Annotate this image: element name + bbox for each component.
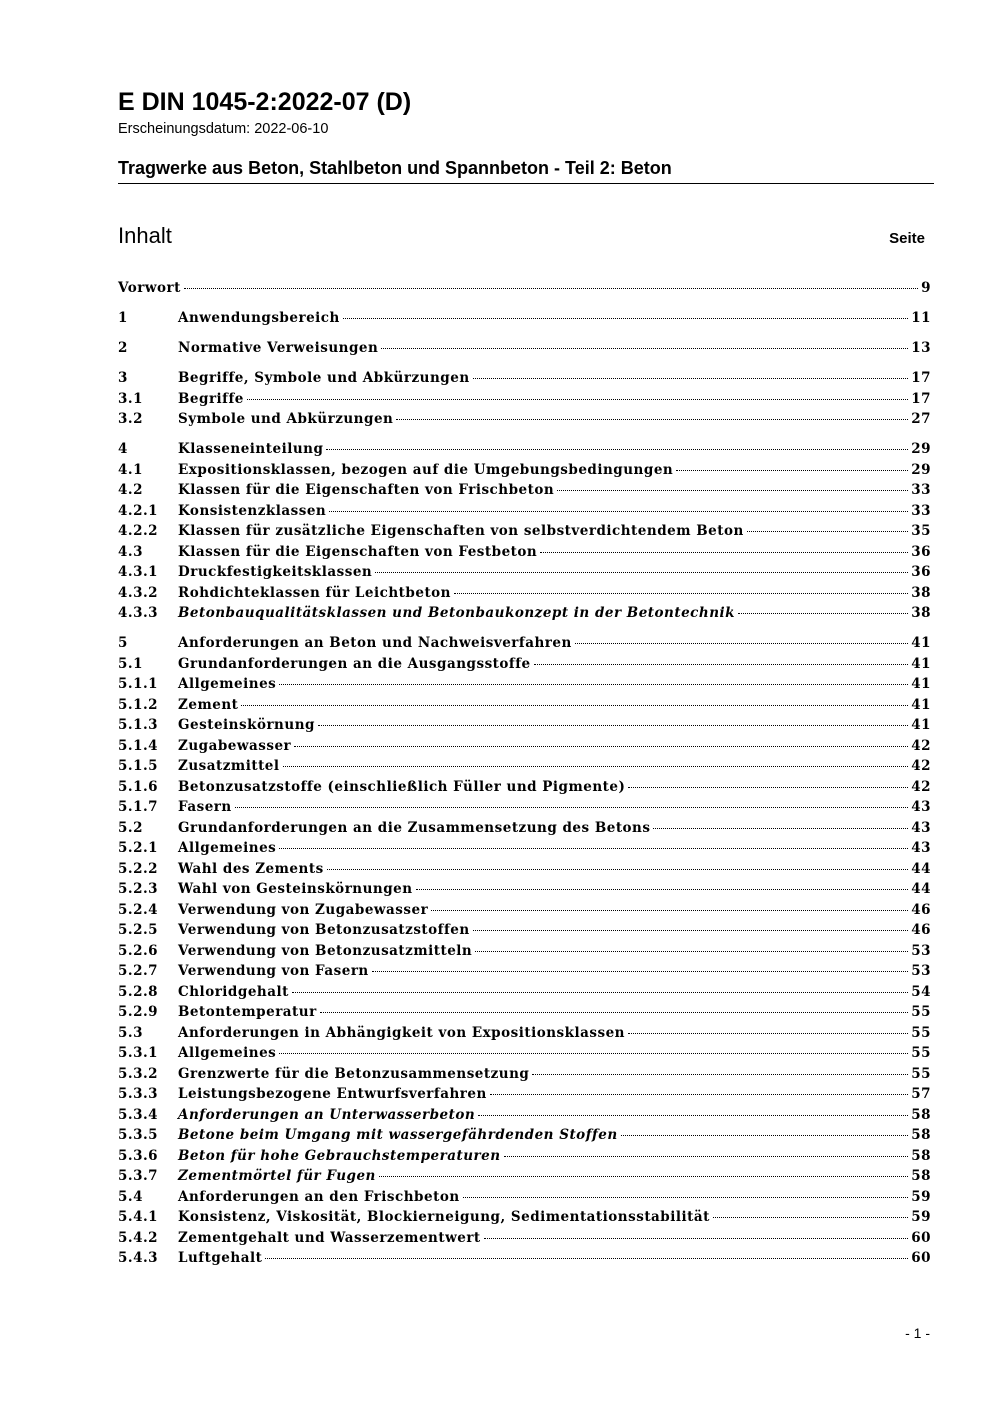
toc-entry-page: 35 <box>911 523 931 540</box>
toc-entry-page: 58 <box>911 1147 931 1164</box>
toc-entry-title: Betonbauqualitätsklassen und Betonbaukonzept in der Betontechnik <box>178 605 735 622</box>
toc-entry[interactable] <box>118 1086 931 1107</box>
toc-entry[interactable] <box>118 717 931 738</box>
toc-entry-page: 53 <box>911 942 931 959</box>
toc-entry-title: Luftgehalt <box>178 1250 263 1267</box>
toc-entry-title: Allgemeines <box>178 676 277 693</box>
toc-entry[interactable] <box>118 1066 931 1087</box>
toc-entry-number: 4.3.2 <box>118 584 159 601</box>
toc-entry-title: Klassen für die Eigenschaften von Festbeton <box>178 543 538 560</box>
toc-dot-leader <box>381 348 908 349</box>
toc-entry[interactable] <box>118 943 931 964</box>
toc-dot-leader <box>279 848 908 849</box>
toc-entry-page: 9 <box>921 280 931 296</box>
toc-entry-number: 5.3.1 <box>118 1045 159 1062</box>
toc-dot-leader <box>279 1053 908 1054</box>
toc-entry[interactable] <box>118 635 931 656</box>
toc-entry[interactable] <box>118 656 931 677</box>
toc-dot-leader <box>416 889 909 890</box>
toc-dot-leader <box>628 1033 908 1034</box>
toc-entry-page: 27 <box>911 411 931 428</box>
toc-entry-title: Anforderungen an den Frischbeton <box>178 1188 460 1205</box>
toc-entry-number: 5.2.3 <box>118 881 159 898</box>
toc-entry-number: 5.1.7 <box>118 799 159 816</box>
toc-entry[interactable] <box>118 585 931 606</box>
toc-entry-page: 43 <box>911 799 931 816</box>
toc-entry-number: 5.1.6 <box>118 778 159 795</box>
toc-entry-title: Betonzusatzstoffe (einschließlich Füller und Pigmente) <box>178 778 626 795</box>
toc-entry-page: 38 <box>911 605 931 622</box>
toc-entry-number: 5.4 <box>118 1188 143 1205</box>
toc-entry[interactable] <box>118 544 931 565</box>
toc-entry[interactable] <box>118 861 931 882</box>
toc-entry[interactable] <box>118 503 931 524</box>
toc-entry[interactable] <box>118 799 931 820</box>
toc-entry-page: 44 <box>911 881 931 898</box>
toc-entry-title: Zementgehalt und Wasserzementwert <box>178 1229 481 1246</box>
toc-entry-page: 58 <box>911 1168 931 1185</box>
toc-entry-number: 5.1 <box>118 655 143 672</box>
toc-entry-page: 42 <box>911 737 931 754</box>
toc-entry-number: 5.2.7 <box>118 963 159 980</box>
toc-entry-title: Allgemeines <box>178 840 277 857</box>
toc-entry-title: Leistungsbezogene Entwurfsverfahren <box>178 1086 487 1103</box>
toc-dot-leader <box>628 787 908 788</box>
toc-entry-page: 55 <box>911 1004 931 1021</box>
toc-dot-leader <box>713 1217 908 1218</box>
toc-entry-page: 41 <box>911 655 931 672</box>
toc-entry-title: Klassen für zusätzliche Eigenschaften von selbstverdichtendem Beton <box>178 523 744 540</box>
toc-entry[interactable] <box>118 1189 931 1210</box>
toc-entry-page: 44 <box>911 860 931 877</box>
toc-entry-number: 4.2 <box>118 482 143 499</box>
toc-dot-leader <box>247 399 908 400</box>
toc-entry-number: 5.3.3 <box>118 1086 159 1103</box>
toc-entry-title: Begriffe <box>178 390 244 407</box>
toc-entry-number: 5.2.1 <box>118 840 159 857</box>
toc-entry-title: Zugabewasser <box>178 737 292 754</box>
toc-entry[interactable] <box>118 441 931 462</box>
footer-page-number: - 1 - <box>905 1325 930 1341</box>
toc-dot-leader <box>375 572 908 573</box>
toc-entry-title: Verwendung von Betonzusatzstoffen <box>178 922 470 939</box>
toc-entry-page: 41 <box>911 676 931 693</box>
toc-entry[interactable] <box>118 779 931 800</box>
toc-entry-number: 1 <box>118 310 128 327</box>
toc-entry-title: Fasern <box>178 799 232 816</box>
toc-entry-number: 3.2 <box>118 411 143 428</box>
toc-entry[interactable] <box>118 370 931 391</box>
toc-entry[interactable] <box>118 1250 931 1271</box>
toc-entry-title: Betone beim Umgang mit wassergefährdenden Stoffen <box>178 1127 618 1144</box>
toc-dot-leader <box>575 643 908 644</box>
toc-entry[interactable] <box>118 738 931 759</box>
toc-entry-number: 5.3.7 <box>118 1168 159 1185</box>
toc-entry-title: Grundanforderungen an die Zusammensetzung des Betons <box>178 819 651 836</box>
toc-entry-page: 13 <box>911 340 931 357</box>
toc-entry[interactable] <box>118 1045 931 1066</box>
toc-entry[interactable] <box>118 1148 931 1169</box>
toc-dot-leader <box>504 1156 909 1157</box>
toc-entry-number: 4.3 <box>118 543 143 560</box>
toc-dot-leader <box>265 1258 908 1259</box>
toc-entry-number: 3 <box>118 370 128 387</box>
toc-entry-number: 4.1 <box>118 461 143 478</box>
toc-entry-page: 57 <box>911 1086 931 1103</box>
toc-entry-number: 5.1.3 <box>118 717 159 734</box>
toc-dot-leader <box>396 419 908 420</box>
toc-entry-page: 42 <box>911 758 931 775</box>
toc-dot-leader <box>676 470 908 471</box>
toc-dot-leader <box>557 490 908 491</box>
toc-entry[interactable] <box>118 820 931 841</box>
toc-entry-number: 5.2.4 <box>118 901 159 918</box>
toc-entry-page: 60 <box>911 1229 931 1246</box>
toc-entry[interactable] <box>118 411 931 432</box>
toc-entry-page: 42 <box>911 778 931 795</box>
toc-entry-title: Begriffe, Symbole und Abkürzungen <box>178 370 470 387</box>
toc-entry-page: 33 <box>911 502 931 519</box>
toc-entry-page: 41 <box>911 696 931 713</box>
toc-dot-leader <box>279 684 908 685</box>
toc-entry-page: 53 <box>911 963 931 980</box>
document-title: Tragwerke aus Beton, Stahlbeton und Spannbeton - Teil 2: Beton <box>118 158 672 178</box>
toc-dot-leader <box>463 1197 909 1198</box>
toc-entry-number: 5.2.2 <box>118 860 159 877</box>
toc-entry-number: 4.3.3 <box>118 605 159 622</box>
toc-entry-title: Zusatzmittel <box>178 758 280 775</box>
toc-dot-leader <box>484 1238 909 1239</box>
table-of-contents <box>118 280 931 1271</box>
toc-dot-leader <box>621 1135 908 1136</box>
toc-entry[interactable] <box>118 963 931 984</box>
toc-entry-page: 59 <box>911 1209 931 1226</box>
toc-entry-title: Normative Verweisungen <box>178 340 379 357</box>
toc-entry-page: 17 <box>911 390 931 407</box>
toc-entry-number: 5.3.6 <box>118 1147 159 1164</box>
toc-dot-leader <box>241 705 908 706</box>
toc-dot-leader <box>283 766 909 767</box>
toc-entry[interactable] <box>118 697 931 718</box>
toc-entry[interactable] <box>118 758 931 779</box>
toc-entry-number: 5.4.1 <box>118 1209 159 1226</box>
toc-dot-leader <box>318 725 908 726</box>
toc-entry-number: 5.3.4 <box>118 1106 159 1123</box>
toc-entry-title: Konsistenzklassen <box>178 502 327 519</box>
toc-entry-page: 11 <box>911 310 931 327</box>
toc-entry-page: 58 <box>911 1127 931 1144</box>
toc-entry-title: Wahl des Zements <box>178 860 324 877</box>
toc-entry-page: 29 <box>911 461 931 478</box>
toc-entry[interactable] <box>118 391 931 412</box>
toc-entry-page: 55 <box>911 1045 931 1062</box>
toc-entry-number: 5.4.2 <box>118 1229 159 1246</box>
toc-entry-title: Anwendungsbereich <box>178 310 340 327</box>
toc-dot-leader <box>653 828 908 829</box>
toc-entry-title: Symbole und Abkürzungen <box>178 411 394 428</box>
toc-entry-number: 5.1.4 <box>118 737 159 754</box>
toc-entry-page: 60 <box>911 1250 931 1267</box>
toc-entry[interactable] <box>118 310 931 331</box>
toc-entry-number: 5.4.3 <box>118 1250 159 1267</box>
toc-dot-leader <box>473 930 909 931</box>
toc-dot-leader <box>184 288 918 289</box>
toc-entry-page: 38 <box>911 584 931 601</box>
toc-entry-title: Chloridgehalt <box>178 983 289 1000</box>
toc-entry-title: Beton für hohe Gebrauchstemperaturen <box>178 1147 501 1164</box>
toc-entry[interactable] <box>118 1004 931 1025</box>
toc-entry[interactable] <box>118 340 931 361</box>
toc-dot-leader <box>326 449 908 450</box>
toc-dot-leader <box>490 1094 908 1095</box>
toc-entry-title: Anforderungen an Beton und Nachweisverfahren <box>178 635 572 652</box>
toc-dot-leader <box>327 869 909 870</box>
toc-entry-number: 5.1.5 <box>118 758 159 775</box>
toc-entry[interactable] <box>118 984 931 1005</box>
toc-entry[interactable] <box>118 564 931 585</box>
toc-dot-leader <box>454 593 908 594</box>
toc-entry-page: 41 <box>911 635 931 652</box>
toc-entry-title: Rohdichteklassen für Leichtbeton <box>178 584 452 601</box>
toc-entry-page: 33 <box>911 482 931 499</box>
toc-entry-page: 43 <box>911 840 931 857</box>
toc-entry-page: 46 <box>911 922 931 939</box>
toc-dot-leader <box>372 971 908 972</box>
toc-dot-leader <box>235 807 908 808</box>
toc-entry-title: Konsistenz, Viskosität, Blockierneigung, Sedimentationsstabilität <box>178 1209 710 1226</box>
toc-entry-page: 41 <box>911 717 931 734</box>
toc-entry-number: 5.3.2 <box>118 1065 159 1082</box>
toc-entry-number: 5 <box>118 635 128 652</box>
toc-entry-page: 55 <box>911 1024 931 1041</box>
toc-dot-leader <box>534 664 909 665</box>
toc-entry-number: 5.2.5 <box>118 922 159 939</box>
toc-entry-page: 46 <box>911 901 931 918</box>
toc-entry[interactable] <box>118 881 931 902</box>
toc-entry-page: 55 <box>911 1065 931 1082</box>
toc-dot-leader <box>473 378 909 379</box>
toc-entry-title: Anforderungen an Unterwasserbeton <box>178 1106 476 1123</box>
toc-dot-leader <box>478 1115 908 1116</box>
toc-dot-leader <box>475 951 908 952</box>
toc-entry-number: 5.2 <box>118 819 143 836</box>
toc-entry[interactable] <box>118 280 931 301</box>
toc-entry[interactable] <box>118 605 931 626</box>
toc-entry-number: 5.2.8 <box>118 983 159 1000</box>
toc-entry-title: Druckfestigkeitsklassen <box>178 564 373 581</box>
toc-entry-page: 36 <box>911 564 931 581</box>
toc-entry[interactable] <box>118 1230 931 1251</box>
toc-entry[interactable] <box>118 1127 931 1148</box>
toc-dot-leader <box>320 1012 908 1013</box>
toc-entry-title: Grenzwerte für die Betonzusammensetzung <box>178 1065 530 1082</box>
document-id: E DIN 1045-2:2022-07 (D) <box>118 88 412 116</box>
toc-entry-page: 58 <box>911 1106 931 1123</box>
toc-dot-leader <box>292 992 908 993</box>
toc-entry[interactable] <box>118 523 931 544</box>
toc-entry-title: Klasseneinteilung <box>178 441 324 458</box>
toc-entry-number: 5.3 <box>118 1024 143 1041</box>
toc-entry[interactable] <box>118 922 931 943</box>
toc-entry-title: Zementmörtel für Fugen <box>178 1168 376 1185</box>
toc-entry-title: Verwendung von Betonzusatzmitteln <box>178 942 473 959</box>
toc-entry-title: Wahl von Gesteinskörnungen <box>178 881 413 898</box>
toc-entry-title: Klassen für die Eigenschaften von Frischbeton <box>178 482 555 499</box>
toc-entry-page: 17 <box>911 370 931 387</box>
toc-entry-number: 2 <box>118 340 128 357</box>
toc-entry-title: Anforderungen in Abhängigkeit von Expositionsklassen <box>178 1024 625 1041</box>
toc-dot-leader <box>329 511 908 512</box>
toc-entry-number: 5.3.5 <box>118 1127 159 1144</box>
toc-entry-number: 4.2.1 <box>118 502 159 519</box>
toc-entry-title: Verwendung von Zugabewasser <box>178 901 429 918</box>
toc-entry-number: 4.3.1 <box>118 564 159 581</box>
toc-dot-leader <box>540 552 908 553</box>
toc-dot-leader <box>747 531 908 532</box>
page-column-label: Seite <box>889 230 925 247</box>
toc-entry-page: 29 <box>911 441 931 458</box>
toc-entry-title: Gesteinskörnung <box>178 717 315 734</box>
toc-entry-title: Zement <box>178 696 239 713</box>
toc-entry[interactable] <box>118 902 931 923</box>
toc-entry[interactable] <box>118 676 931 697</box>
toc-dot-leader <box>379 1176 908 1177</box>
toc-entry-title: Expositionsklassen, bezogen auf die Umgebungsbedingungen <box>178 461 674 478</box>
toc-entry-page: 54 <box>911 983 931 1000</box>
toc-entry-number: 5.2.6 <box>118 942 159 959</box>
toc-entry-number: 5.1.1 <box>118 676 159 693</box>
toc-entry[interactable] <box>118 1025 931 1046</box>
toc-entry-title: Vorwort <box>118 280 181 296</box>
toc-entry-page: 43 <box>911 819 931 836</box>
toc-dot-leader <box>431 910 908 911</box>
toc-entry[interactable] <box>118 462 931 483</box>
toc-entry-title: Betontemperatur <box>178 1004 317 1021</box>
toc-entry[interactable] <box>118 1107 931 1128</box>
toc-dot-leader <box>343 318 908 319</box>
toc-dot-leader <box>532 1074 908 1075</box>
toc-heading: Inhalt <box>118 223 172 248</box>
toc-entry-page: 36 <box>911 543 931 560</box>
toc-entry-number: 4.2.2 <box>118 523 159 540</box>
toc-entry-number: 3.1 <box>118 390 143 407</box>
toc-entry-number: 5.1.2 <box>118 696 159 713</box>
publication-date: Erscheinungsdatum: 2022-06-10 <box>118 121 329 137</box>
toc-entry-title: Grundanforderungen an die Ausgangsstoffe <box>178 655 531 672</box>
toc-entry[interactable] <box>118 482 931 503</box>
title-divider <box>118 183 934 184</box>
toc-entry[interactable] <box>118 840 931 861</box>
toc-entry[interactable] <box>118 1209 931 1230</box>
toc-dot-leader <box>738 613 908 614</box>
toc-entry-page: 59 <box>911 1188 931 1205</box>
toc-entry-title: Verwendung von Fasern <box>178 963 369 980</box>
toc-entry-title: Allgemeines <box>178 1045 277 1062</box>
toc-entry[interactable] <box>118 1168 931 1189</box>
toc-entry-number: 4 <box>118 441 128 458</box>
toc-dot-leader <box>294 746 908 747</box>
toc-entry-number: 5.2.9 <box>118 1004 159 1021</box>
